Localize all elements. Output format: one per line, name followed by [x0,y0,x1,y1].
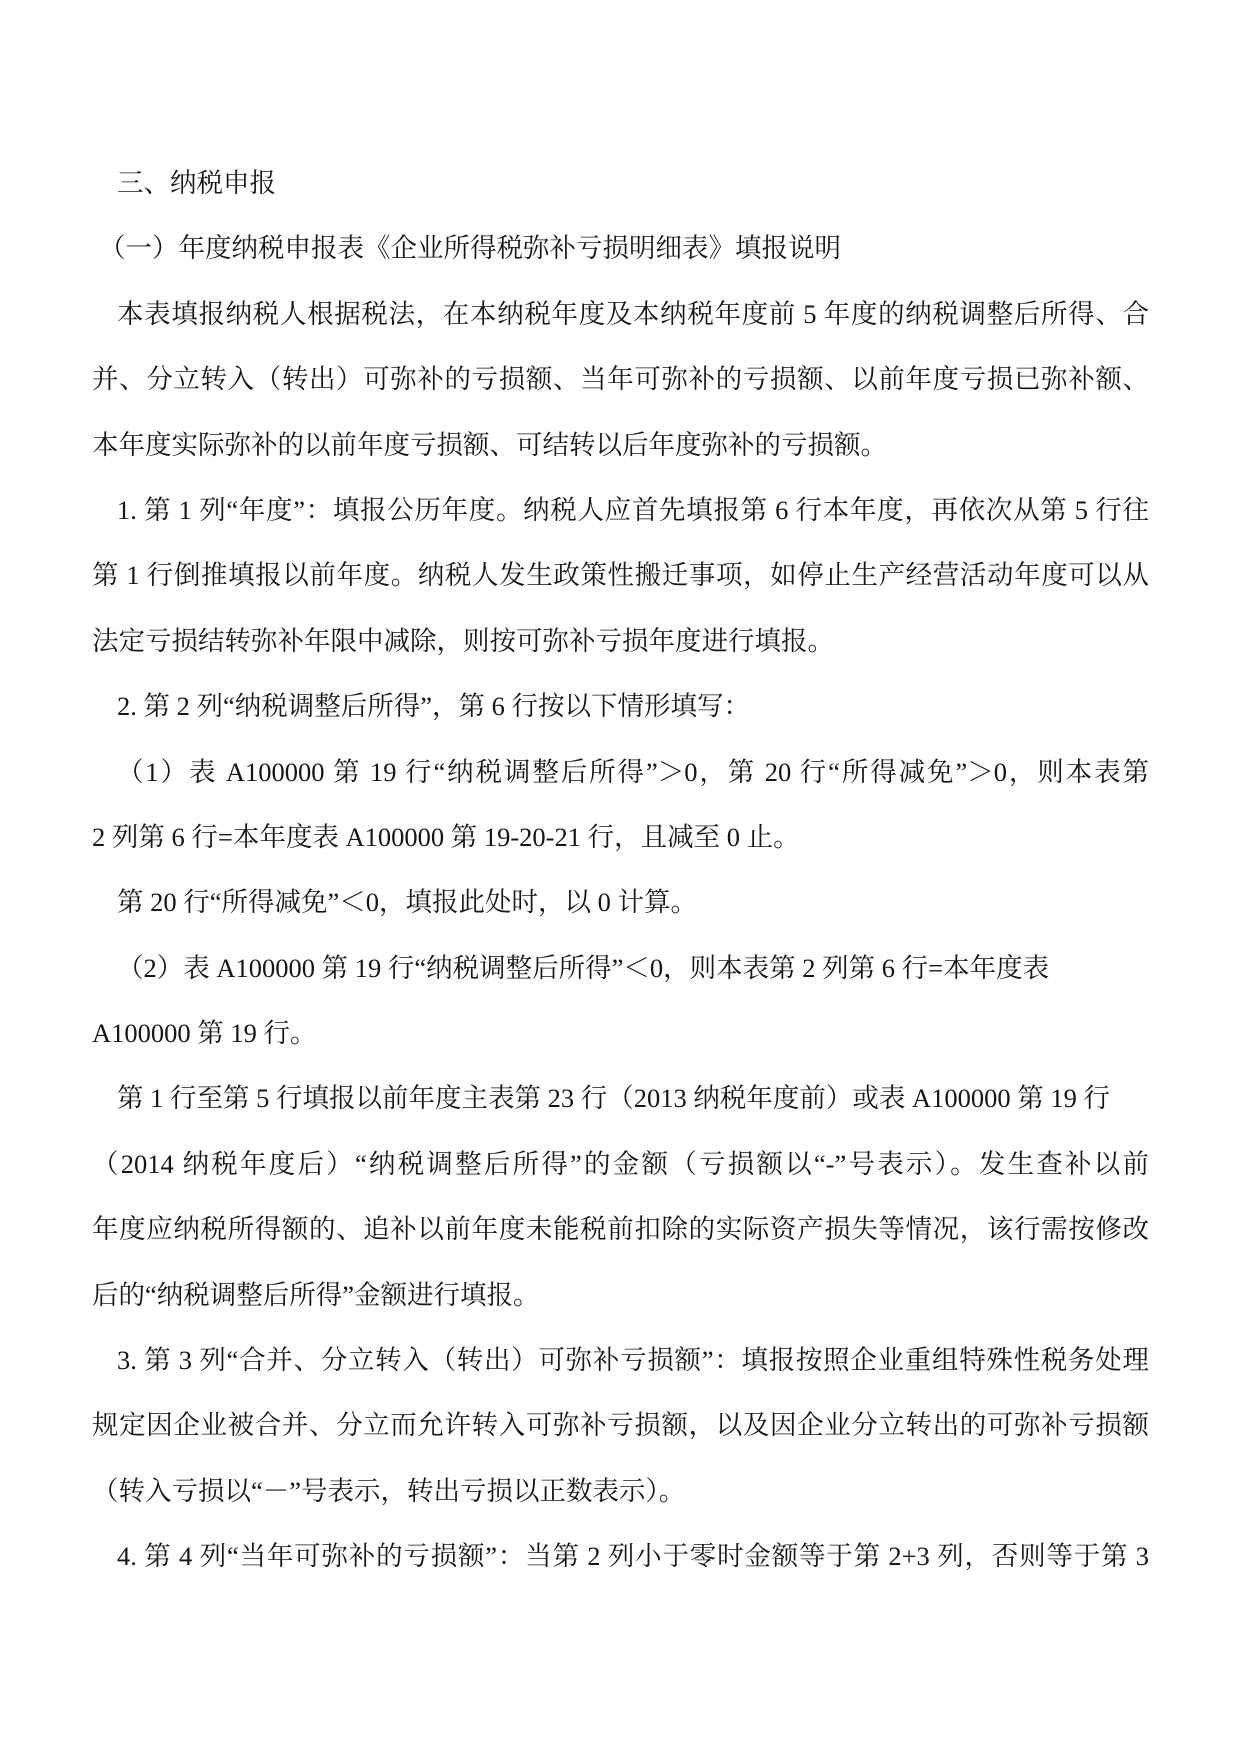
paragraph-item-2 [92,674,1149,739]
paragraph-line: （2014 纳税年度后）“纳税调整后所得”的金额（亏损额以“-”号表示）。发生查补以前 [92,1148,1149,1179]
paragraph-line: 4. 第 4 列“当年可弥补的亏损额”：当第 2 列小于零时金额等于第 2+3 列，否则等于第 3 [117,1541,1149,1572]
paragraph-item-4 [92,1524,1149,1589]
paragraph-line: 1. 第 1 列“年度”：填报公历年度。纳税人应首先填报第 6 行本年度，再依次从第 5 行往 [117,494,1149,525]
paragraph-line: 年度应纳税所得额的、追补以前年度未能税前扣除的实际资产损失等情况，该行需按修改 [92,1214,1149,1245]
paragraph-line: A100000 第 19 行。 [92,1018,317,1049]
paragraph-case-1 [92,740,1149,871]
paragraph-line: 本年度实际弥补的以前年度亏损额、可结转以后年度弥补的亏损额。 [92,429,887,460]
paragraph-line: 本表填报纳税人根据税法，在本纳税年度及本纳税年度前 5 年度的纳税调整后所得、合 [117,298,1149,329]
paragraph-line: 3. 第 3 列“合并、分立转入（转出）可弥补亏损额”：填报按照企业重组特殊性税务处理 [117,1345,1149,1376]
paragraph-line: （2）表 A100000 第 19 行“纳税调整后所得”＜0，则本表第 2 列第 6 行=本年度表 [117,952,1050,983]
paragraph-line: 法定亏损结转弥补年限中减除，则按可弥补亏损年度进行填报。 [92,625,834,656]
paragraph-rows-1-5 [92,1066,1149,1328]
paragraph-item-3 [92,1328,1149,1524]
paragraph-line: 后的“纳税调整后所得”金额进行填报。 [92,1279,540,1310]
paragraph-line: （1）表 A100000 第 19 行“纳税调整后所得”＞0，第 20 行“所得减免”＞0，则本表第 [117,756,1149,787]
subsection-heading: （一）年度纳税申报表《企业所得税弥补亏损明细表》填报说明 [99,233,841,264]
paragraph-note [92,870,1149,935]
section-heading: 三、纳税申报 [117,168,276,198]
paragraph-line: 2. 第 2 列“纳税调整后所得”，第 6 行按以下情形填写： [117,691,751,722]
paragraph-intro [92,282,1149,478]
paragraph-line: 规定因企业被合并、分立而允许转入可弥补亏损额，以及因企业分立转出的可弥补亏损额 [92,1410,1149,1441]
paragraph-line: 并、分立转入（转出）可弥补的亏损额、当年可弥补的亏损额、以前年度亏损已弥补额、 [92,364,1149,395]
paragraph-case-2 [92,936,1149,1067]
paragraph-item-1 [92,478,1149,674]
document-body [92,151,1149,1590]
paragraph-line: 2 列第 6 行=本年度表 A100000 第 19-20-21 行，且减至 0 止。 [92,821,800,852]
paragraph-line: 第 1 行倒推填报以前年度。纳税人发生政策性搬迁事项，如停止生产经营活动年度可以从 [92,560,1149,591]
paragraph-line: 第 1 行至第 5 行填报以前年度主表第 23 行（2013 纳税年度前）或表 A100000 第 19 行 [117,1083,1111,1114]
paragraph-line: 第 20 行“所得减免”＜0，填报此处时，以 0 计算。 [117,887,698,918]
paragraph-line: （转入亏损以“－”号表示，转出亏损以正数表示）。 [92,1475,686,1506]
